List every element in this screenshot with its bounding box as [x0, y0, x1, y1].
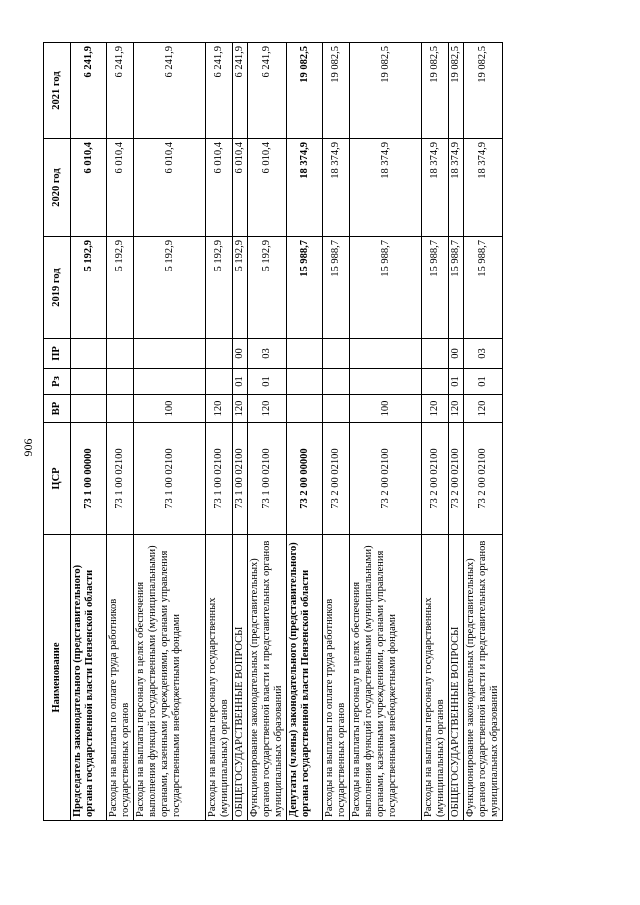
cell-pr [350, 339, 422, 369]
cell-rz: 01 [233, 369, 248, 395]
budget-table [43, 42, 503, 821]
cell-2019: 15 988,7 [422, 237, 449, 339]
cell-2021: 19 082,5 [449, 43, 464, 139]
cell-pr: 03 [248, 339, 287, 369]
header-vr: ВР [44, 395, 71, 423]
cell-rz [422, 369, 449, 395]
cell-name: Расходы на выплаты по оплате труда работников государственных органов [107, 535, 134, 821]
cell-2020: 6 010,4 [248, 139, 287, 237]
cell-rz [71, 369, 107, 395]
cell-vr: 120 [206, 395, 233, 423]
cell-pr [134, 339, 206, 369]
cell-csr: 73 1 00 02100 [134, 423, 206, 535]
cell-name: Расходы на выплаты персоналу государственных (муниципальных) органов [206, 535, 233, 821]
header-csr: ЦСР [44, 423, 71, 535]
cell-2020: 18 374,9 [422, 139, 449, 237]
cell-2020: 18 374,9 [449, 139, 464, 237]
cell-rz [107, 369, 134, 395]
cell-vr [323, 395, 350, 423]
cell-pr: 03 [464, 339, 503, 369]
cell-2019: 5 192,9 [107, 237, 134, 339]
cell-2019: 5 192,9 [134, 237, 206, 339]
cell-csr: 73 2 00 02100 [464, 423, 503, 535]
header-rz: Рз [44, 369, 71, 395]
cell-2019: 15 988,7 [323, 237, 350, 339]
cell-2021: 6 241,9 [233, 43, 248, 139]
cell-2021: 19 082,5 [287, 43, 323, 139]
cell-2020: 6 010,4 [206, 139, 233, 237]
header-2020: 2020 год [44, 139, 71, 237]
cell-name: Функционирование законодательных (представительных) органов государственной власти и представительных органов муниципальных образований [464, 535, 503, 821]
cell-2020: 18 374,9 [464, 139, 503, 237]
cell-name: ОБЩЕГОСУДАРСТВЕННЫЕ ВОПРОСЫ [449, 535, 464, 821]
header-2019: 2019 год [44, 237, 71, 339]
table-row [248, 43, 287, 821]
header-2021: 2021 год [44, 43, 71, 139]
cell-2019: 15 988,7 [287, 237, 323, 339]
cell-2020: 6 010,4 [134, 139, 206, 237]
cell-csr: 73 1 00 02100 [233, 423, 248, 535]
cell-rz [323, 369, 350, 395]
cell-vr: 100 [350, 395, 422, 423]
table-row [350, 43, 422, 821]
cell-name: ОБЩЕГОСУДАРСТВЕННЫЕ ВОПРОСЫ [233, 535, 248, 821]
cell-2019: 5 192,9 [206, 237, 233, 339]
table-row [107, 43, 134, 821]
cell-2020: 18 374,9 [350, 139, 422, 237]
cell-rz: 01 [248, 369, 287, 395]
cell-csr: 73 1 00 02100 [107, 423, 134, 535]
cell-pr [422, 339, 449, 369]
cell-pr [287, 339, 323, 369]
cell-pr [107, 339, 134, 369]
table-header-row [44, 43, 71, 821]
cell-csr: 73 2 00 02100 [350, 423, 422, 535]
cell-2020: 6 010,4 [107, 139, 134, 237]
table-row [134, 43, 206, 821]
cell-2019: 5 192,9 [248, 237, 287, 339]
table-row [422, 43, 449, 821]
cell-2021: 6 241,9 [248, 43, 287, 139]
cell-csr: 73 1 00 02100 [206, 423, 233, 535]
page-number: 906 [21, 438, 36, 457]
cell-2019: 5 192,9 [233, 237, 248, 339]
cell-name: Расходы на выплаты по оплате труда работников государственных органов [323, 535, 350, 821]
cell-rz: 01 [464, 369, 503, 395]
cell-vr [287, 395, 323, 423]
cell-vr: 120 [248, 395, 287, 423]
cell-csr: 73 2 00 00000 [287, 423, 323, 535]
cell-2020: 6 010,4 [71, 139, 107, 237]
cell-vr: 120 [449, 395, 464, 423]
cell-rz [350, 369, 422, 395]
table-row [464, 43, 503, 821]
cell-rz: 01 [449, 369, 464, 395]
cell-vr: 120 [233, 395, 248, 423]
cell-2021: 6 241,9 [107, 43, 134, 139]
table-row [71, 43, 107, 821]
cell-name: Расходы на выплаты персоналу государственных (муниципальных) органов [422, 535, 449, 821]
cell-csr: 73 1 00 00000 [71, 423, 107, 535]
cell-2020: 18 374,9 [323, 139, 350, 237]
cell-2020: 18 374,9 [287, 139, 323, 237]
cell-2021: 6 241,9 [206, 43, 233, 139]
cell-2019: 15 988,7 [464, 237, 503, 339]
cell-2021: 19 082,5 [350, 43, 422, 139]
cell-2021: 19 082,5 [422, 43, 449, 139]
cell-csr: 73 2 00 02100 [422, 423, 449, 535]
cell-2019: 15 988,7 [350, 237, 422, 339]
cell-2021: 6 241,9 [134, 43, 206, 139]
rotated-page-content [43, 43, 500, 821]
cell-2021: 6 241,9 [71, 43, 107, 139]
cell-csr: 73 2 00 02100 [323, 423, 350, 535]
cell-rz [287, 369, 323, 395]
cell-2021: 19 082,5 [323, 43, 350, 139]
table-row [287, 43, 323, 821]
cell-vr: 120 [464, 395, 503, 423]
cell-name: Расходы на выплаты персоналу в целях обеспечения выполнения функций государственными (муниципальными) органами, казенными учреждениями, органами управления государственными внебюджетными фондами [350, 535, 422, 821]
cell-2019: 15 988,7 [449, 237, 464, 339]
cell-csr: 73 1 00 02100 [248, 423, 287, 535]
table-row [233, 43, 248, 821]
cell-csr: 73 2 00 02100 [449, 423, 464, 535]
cell-vr [71, 395, 107, 423]
cell-rz [206, 369, 233, 395]
header-pr: ПР [44, 339, 71, 369]
cell-pr [71, 339, 107, 369]
header-name: Наименование [44, 535, 71, 821]
cell-name: Депутаты (члены) законодательного (представительного) органа государственной власти Пензенской области [287, 535, 323, 821]
cell-pr [323, 339, 350, 369]
cell-name: Расходы на выплаты персоналу в целях обеспечения выполнения функций государственными (муниципальными) органами, казенными учреждениями, органами управления государственными внебюджетными фондами [134, 535, 206, 821]
cell-vr [107, 395, 134, 423]
cell-name: Председатель законодательного (представительного) органа государственной власти Пензенской области [71, 535, 107, 821]
cell-pr: 00 [449, 339, 464, 369]
cell-name: Функционирование законодательных (представительных) органов государственной власти и представительных органов муниципальных образований [248, 535, 287, 821]
table-row [449, 43, 464, 821]
cell-vr: 120 [422, 395, 449, 423]
cell-rz [134, 369, 206, 395]
cell-vr: 100 [134, 395, 206, 423]
cell-2021: 19 082,5 [464, 43, 503, 139]
cell-2019: 5 192,9 [71, 237, 107, 339]
cell-pr: 00 [233, 339, 248, 369]
table-row [323, 43, 350, 821]
table-row [206, 43, 233, 821]
cell-2020: 6 010,4 [233, 139, 248, 237]
cell-pr [206, 339, 233, 369]
